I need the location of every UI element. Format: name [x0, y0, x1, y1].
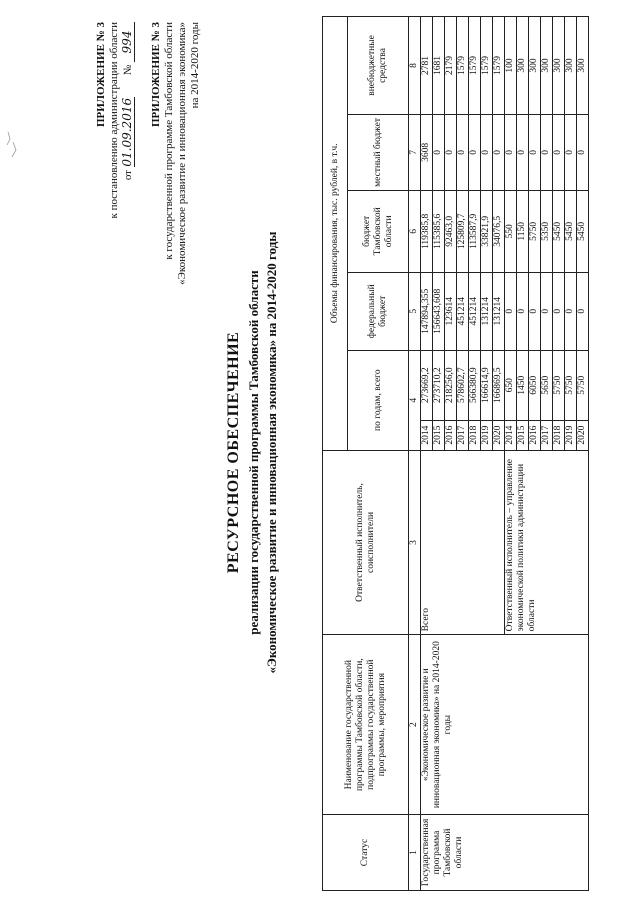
- col-name: Наименование государственной программы Тамбовской области, подпрограммы государственной программы, мероприятия: [323, 635, 409, 815]
- program-line-3: на 2014-2020 годы: [189, 22, 201, 109]
- decree-reference: [95, 22, 135, 352]
- program-reference: [150, 22, 202, 352]
- table-row: 2019 5750 0 5450 0 300: [565, 17, 577, 891]
- col-local: местный бюджет: [348, 114, 409, 190]
- table-row: 2020 166869,5 131214 34076,5 0 1579: [493, 17, 505, 891]
- resource-table: [322, 16, 589, 891]
- program-line-1: к государственной программе Тамбовской области: [163, 22, 175, 260]
- table-row: Государственная программа Тамбовской области «Экономическое развитие и инновационная экономика» на 2014-2020 годы Всего 2014 273669,2 147894,355 119385,8 3608 2781: [421, 17, 433, 891]
- col-by-years: по годам, всего: [348, 350, 409, 450]
- executor-total-cell: Всего: [421, 450, 505, 635]
- table-row: 2015 273710,2 156643,608 115385,6 0 1681: [433, 17, 445, 891]
- table-row: 2016 6050 0 5750 0 300: [529, 17, 541, 891]
- table-row: 2017 5650 0 5350 0 300: [541, 17, 553, 891]
- table-row: 2016 218256,0 123614 92463,0 0 2179: [445, 17, 457, 891]
- col-executor: Ответственный исполнитель, соисполнители: [323, 450, 409, 635]
- document-subtitle-2: «Экономическое развитие и инновационная экономика» на 2014-2020 годы: [264, 231, 279, 674]
- document-title: РЕСУРСНОЕ ОБЕСПЕЧЕНИЕ: [225, 331, 242, 574]
- date-number-line: от 01.09.2016 № 994: [121, 22, 135, 352]
- document-subtitle-1: реализации государственной программы Тамбовской области: [246, 270, 261, 635]
- table-body: [421, 17, 589, 891]
- index-row: 1 2 3 4 5 6 7 8: [409, 17, 421, 891]
- table-row: 2018 566380,9 451214 113587,9 0 1579: [469, 17, 481, 891]
- handwritten-date: 01.09.2016: [120, 97, 134, 167]
- appendix-top: ПРИЛОЖЕНИЕ № 3: [95, 22, 107, 128]
- col-regional: бюджет Тамбовской области: [348, 190, 409, 272]
- table-row: 2020 5750 0 5450 0 300: [577, 17, 589, 891]
- executor-responsible-cell: Ответственный исполнитель – управление экономической политики администрации области: [505, 450, 589, 635]
- table-row: Ответственный исполнитель – управление экономической политики администрации области 2014 650 0 550 0 100: [505, 17, 517, 891]
- col-federal: федеральный бюджет: [348, 272, 409, 350]
- status-cell: Государственная программа Тамбовской области: [421, 815, 589, 891]
- decree-line: к постановлению администрации области: [108, 22, 120, 219]
- col-status: Статус: [323, 815, 409, 891]
- table-row: 2015 1450 0 1150 0 300: [517, 17, 529, 891]
- col-extra: внебюджетные средства: [348, 17, 409, 115]
- col-financing: Объемы финансирования, тыс. рублей, в т.ч.: [323, 17, 348, 451]
- program-line-2: «Экономическое развитие и инновационная экономика»: [176, 22, 188, 285]
- table-row: 2019 166614,9 131214 33821,9 0 1579: [481, 17, 493, 891]
- table-row: 2018 5750 0 5450 0 300: [553, 17, 565, 891]
- appendix-program: ПРИЛОЖЕНИЕ № 3: [150, 22, 162, 128]
- table-row: 2017 578602,7 451214 125809,7 0 1579: [457, 17, 469, 891]
- program-name-cell: «Экономическое развитие и инновационная экономика» на 2014-2020 годы: [421, 635, 589, 815]
- handwritten-number: 994: [121, 22, 135, 62]
